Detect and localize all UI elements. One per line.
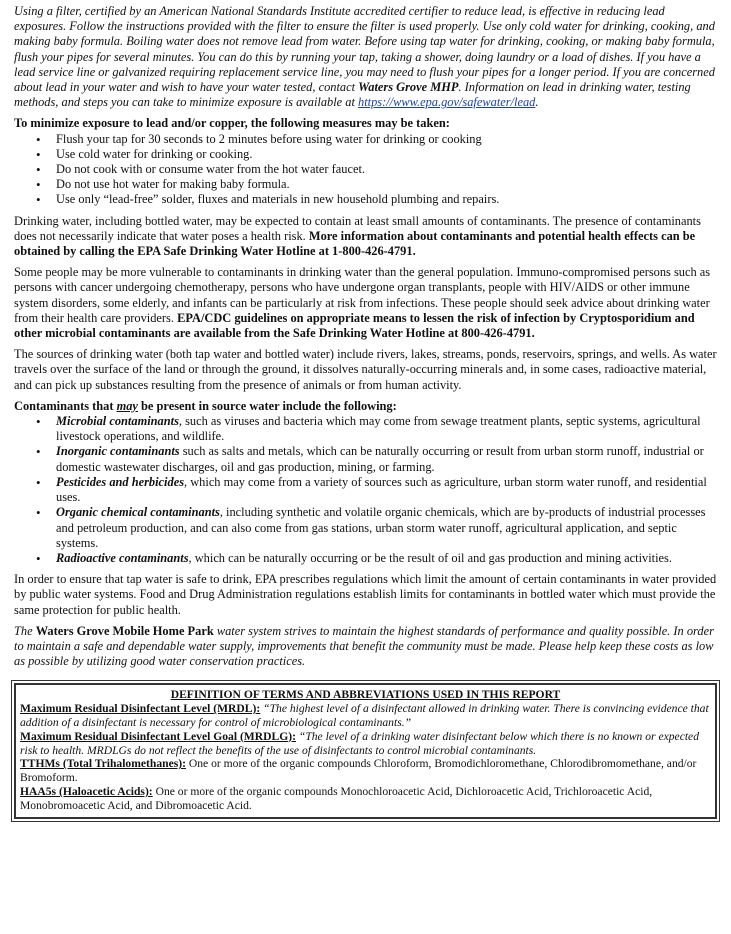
closing-text: water system strives to maintain the highest standards of performance and quality possible. In order to maintain a safe and dependable water supply, improvements that benefit the community must be made. Please help keep these costs as low as possible by utilizing good water conservation practices. <box>14 623 714 669</box>
contaminant-item <box>56 505 717 551</box>
definition-term: Maximum Residual Disinfectant Level Goal (MRDLG): <box>20 729 296 743</box>
definitions-box <box>14 683 717 818</box>
bottled-text: Drinking water, including bottled water, may be expected to contain at least small amounts of contaminants. The presence of contaminants does not necessarily indicate that water poses a health risk. <box>14 213 701 243</box>
definition-term: TTHMs (Total Trihalomethanes): <box>20 757 186 771</box>
measure-item: • Use cold water for drinking or cooking. <box>56 147 717 162</box>
contaminants-list <box>14 414 717 566</box>
contaminant-desc: , which can be naturally occurring or be the result of oil and gas production and mining activities. <box>188 550 672 565</box>
measure-item: • Use only “lead-free” solder, fluxes and materials in new household plumbing and repairs. <box>56 192 717 207</box>
vulnerable-text: Some people may be more vulnerable to contaminants in drinking water than the general population. Immuno-compromised persons such as persons with cancer undergoing chemotherapy, persons who have undergone organ transplants, people with HIV/AIDS or other immune system disorders, some elderly, and infants can be particularly at risk from infections. These people should seek advice about drinking water from their health care providers. <box>14 265 711 325</box>
measure-item: • Do not cook with or consume water from the hot water faucet. <box>56 162 717 177</box>
intro-text-c: . <box>535 95 539 110</box>
sources-paragraph: The sources of drinking water (both tap water and bottled water) include rivers, lakes, streams, ponds, reservoirs, springs, and wells. As water travels over the surface of the land or through the ground, it dissolves naturally-occurring minerals and, in some cases, radioactive material, and can pick up substances resulting from the presence of animals or from human activity. <box>14 347 717 392</box>
definition-row <box>20 757 711 785</box>
contaminant-item <box>56 551 717 566</box>
definitions-title: DEFINITION OF TERMS AND ABBREVIATIONS USED IN THIS REPORT <box>170 688 561 702</box>
measure-item: • Flush your tap for 30 seconds to 2 minutes before using water for drinking or cooking <box>56 132 717 147</box>
contaminant-desc: , including synthetic and volatile organic chemicals, which are by-products of industrial processes and petroleum production, and can also come from gas stations, urban storm water runoff, agricultural application, and septic systems. <box>56 505 706 550</box>
measure-item: • Do not use hot water for making baby formula. <box>56 177 717 192</box>
closing-the: The <box>14 623 36 638</box>
system-name: Waters Grove Mobile Home Park <box>35 623 214 638</box>
definition-text: “The highest level of a disinfectant allowed in drinking water. There is convincing evidence that addition of a disinfectant is necessary for control of microbiological contaminants.” <box>20 702 709 729</box>
contaminants-heading <box>14 399 717 414</box>
contaminant-desc: , such as viruses and bacteria which may come from sewage treatment plants, septic systems, agricultural livestock operations, and wildlife. <box>56 414 701 444</box>
measures-heading: To minimize exposure to lead and/or copper, the following measures may be taken: <box>14 116 450 131</box>
definition-text: “The level of a drinking water disinfectant below which there is no known or expected risk to health. MRDLGs do not reflect the benefits of the use of disinfectants to control microbial contaminants. <box>20 729 699 757</box>
definition-term: HAA5s (Haloacetic Acids): <box>20 784 153 798</box>
contaminant-term: Microbial contaminants <box>56 414 179 429</box>
definition-row <box>20 785 711 813</box>
closing-paragraph <box>14 624 717 670</box>
contaminant-desc: such as salts and metals, which can be naturally occurring or result from urban storm runoff, industrial or domestic wastewater discharges, oil and gas production, mining, or farming. <box>56 444 704 474</box>
contaminant-item <box>56 444 717 474</box>
measures-list <box>14 132 717 208</box>
bottled-water-paragraph <box>14 214 717 260</box>
intro-text-b: . Information on lead in drinking water, testing methods, and steps you can take to minimize exposure is available at <box>14 80 691 110</box>
contaminant-term: Organic chemical contaminants <box>56 505 220 520</box>
contaminant-term: Pesticides and herbicides <box>56 474 185 489</box>
contaminant-item <box>56 475 717 505</box>
contaminants-heading-may: may <box>116 398 138 413</box>
regulations-paragraph: In order to ensure that tap water is safe to drink, EPA prescribes regulations which limit the amount of certain contaminants in water provided by public water systems. Food and Drug Administration regulations establish limits for contaminants in bottled water which must provide the same protection for public health. <box>14 572 717 617</box>
contaminant-term: Radioactive contaminants <box>56 550 189 565</box>
definition-text: One or more of the organic compounds Monochloroacetic Acid, Dichloroacetic Acid, Trichloroacetic Acid, Monobromoacetic Acid, and Dibromoacetic Acid. <box>20 784 653 812</box>
contaminant-term: Inorganic contaminants <box>56 444 180 459</box>
hotline-info: More information about contaminants and potential health effects can be obtained by calling the EPA Safe Drinking Water Hotline at 1-800-426-4791. <box>14 228 696 259</box>
vulnerable-paragraph <box>14 265 717 341</box>
contaminants-heading-a: Contaminants that <box>14 398 117 413</box>
definition-row <box>20 702 711 730</box>
epa-lead-link[interactable]: https://www.epa.gov/safewater/lead <box>358 95 536 110</box>
contact-name: Waters Grove MHP <box>358 80 459 95</box>
cdc-guidelines: EPA/CDC guidelines on appropriate means to lessen the risk of infection by Cryptosporidium and other microbial contaminants are available from the Safe Drinking Water Hotline at 800-426-4791. <box>14 310 695 341</box>
definition-term: Maximum Residual Disinfectant Level (MRDL): <box>20 702 261 716</box>
contaminant-desc: , which may come from a variety of sources such as agriculture, urban storm water runoff, and residential uses. <box>56 474 707 505</box>
intro-text-a: Using a filter, certified by an American National Standards Institute accredited certifier to reduce lead, is effective in reducing lead exposures. Follow the instructions provided with the filter to ensure the filter is used properly. Use only cold water for drinking, cooking, and making baby formula. Boiling water does not remove lead from water. Before using tap water for drinking, cooking, or making baby formula, flush your pipes for several minutes. You can do this by running your tap, taking a shower, doing laundry or a load of dishes. If you have a lead service line or galvanized requiring replacement service line, you may need to flush your pipes for a longer period. If you are concerned about lead in your water and wish to have your water tested, contact <box>14 4 715 95</box>
definition-row <box>20 730 711 758</box>
contaminant-item <box>56 414 717 444</box>
definition-text: One or more of the organic compounds Chloroform, Bromodichloromethane, Chlorodibromomethane, and/or Bromoform. <box>20 757 697 785</box>
lead-intro-paragraph <box>14 4 717 110</box>
contaminants-heading-b: be present in source water include the following: <box>137 398 397 413</box>
